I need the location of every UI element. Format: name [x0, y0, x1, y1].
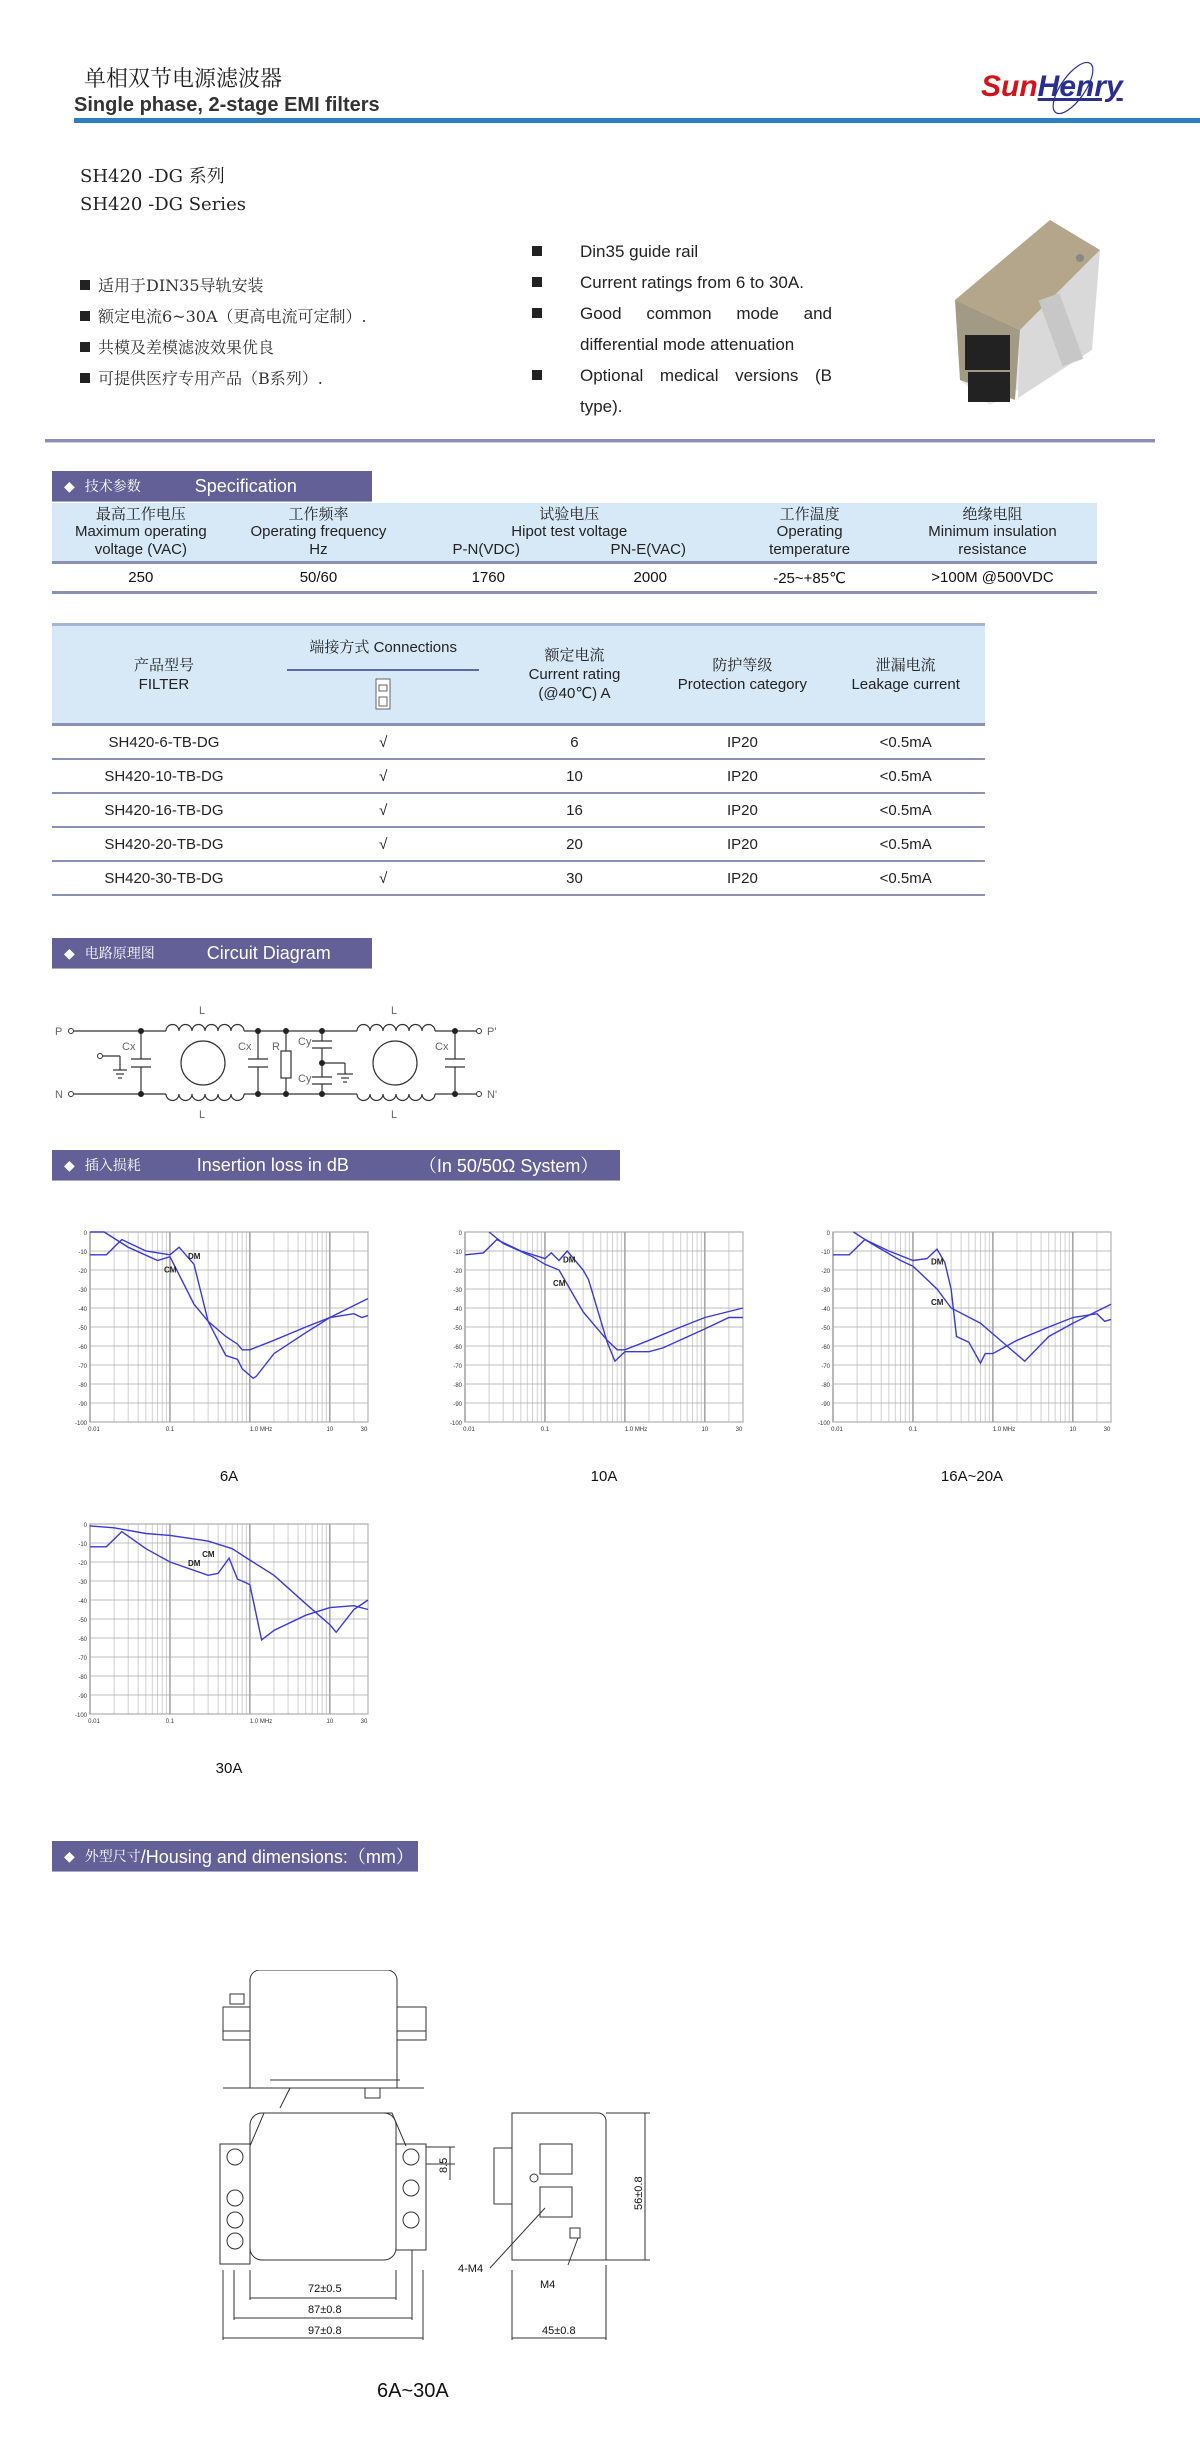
- circuit-label-cx: Cx: [435, 1041, 449, 1053]
- section-header-housing: ◆ 外型尺寸 /Housing and dimensions:（mm）: [52, 1841, 418, 1872]
- intro-separator: [45, 439, 1155, 443]
- y-tick-label: -30: [453, 1288, 462, 1294]
- y-tick-label: -70: [78, 1364, 87, 1370]
- x-tick-label: 0.01: [88, 1719, 100, 1725]
- insertion-loss-chart-30A: [62, 1520, 372, 1730]
- y-tick-label: -60: [453, 1345, 462, 1351]
- bullet-square-icon: [80, 280, 90, 290]
- spec-header-hipot: 试验电压 Hipot test voltage P-N(VDC) PN-E(VAC): [407, 503, 731, 563]
- y-tick-label: 0: [458, 1231, 462, 1237]
- insertion-loss-chart-16A20A: [805, 1228, 1115, 1438]
- bullet-square-icon: [532, 277, 542, 287]
- logo-henry: Henry: [1037, 70, 1123, 103]
- spec-value: 2000: [569, 563, 731, 593]
- circuit-label-cy: Cy: [298, 1073, 312, 1085]
- table-row: SH420-30-TB-DG √ 30 IP20 <0.5mA: [52, 861, 985, 895]
- circuit-label-n: N: [55, 1089, 63, 1101]
- spec-values-row: [52, 563, 1097, 593]
- series-title-cn: SH420 -DG 系列: [80, 166, 225, 187]
- circuit-label-r: R: [272, 1041, 280, 1053]
- feature-en-item: Good common mode and differential mode attenuation: [532, 298, 832, 360]
- models-header-protection: 防护等级 Protection category: [658, 625, 826, 725]
- insertion-loss-chart-10A: [437, 1228, 747, 1438]
- spec-header-temperature: 工作温度 Operating temperature: [731, 503, 888, 563]
- circuit-label-l: L: [391, 1005, 398, 1017]
- circuit-label-cx: Cx: [238, 1041, 252, 1053]
- series-label-dm: DM: [562, 1255, 576, 1265]
- series-label-cm: CM: [553, 1279, 566, 1288]
- x-tick-label: 1.0 MHz: [249, 1427, 273, 1433]
- table-row: SH420-6-TB-DG √ 6 IP20 <0.5mA: [52, 725, 985, 760]
- circuit-label-l: L: [199, 1109, 206, 1121]
- dimension-range-label: 6A~30A: [377, 2380, 449, 2402]
- bullet-square-icon: [532, 370, 542, 380]
- x-tick-label: 30: [360, 1719, 368, 1725]
- bullet-square-icon: [532, 246, 542, 256]
- dim-m4: M4: [540, 2279, 556, 2291]
- y-tick-label: -40: [78, 1599, 87, 1605]
- y-tick-label: -10: [78, 1250, 87, 1256]
- section-header-circuit: ◆ 电路原理图 Circuit Diagram: [52, 938, 372, 969]
- x-tick-label: 10: [1069, 1427, 1077, 1433]
- series-label-dm: DM: [187, 1251, 201, 1261]
- dim-8-5: 8.5: [438, 2157, 450, 2173]
- spec-header-insulation: 绝缘电阻 Minimum insulation resistance: [888, 503, 1097, 563]
- models-header-connections: 端接方式 Connections: [276, 625, 491, 725]
- feature-cn-item: 适用于DIN35导轨安装: [80, 273, 264, 296]
- circuit-label-cx: Cx: [122, 1041, 136, 1053]
- table-row: SH420-20-TB-DG √ 20 IP20 <0.5mA: [52, 827, 985, 861]
- table-row: SH420-16-TB-DG √ 16 IP20 <0.5mA: [52, 793, 985, 827]
- y-tick-label: -60: [78, 1345, 87, 1351]
- y-tick-label: -10: [821, 1250, 830, 1256]
- x-tick-label: 10: [326, 1427, 334, 1433]
- circuit-label-p: P: [55, 1026, 63, 1038]
- spec-value: 250: [52, 563, 230, 593]
- y-tick-label: -30: [78, 1580, 87, 1586]
- y-tick-label: -60: [821, 1345, 830, 1351]
- bullet-square-icon: [80, 373, 90, 383]
- feature-en-item: Optional medical versions (B type).: [532, 360, 832, 422]
- diamond-icon: ◆: [64, 477, 75, 494]
- circuit-label-n2: N': [487, 1089, 498, 1101]
- housing-drawing: [200, 1970, 680, 2350]
- y-tick-label: -50: [821, 1326, 830, 1332]
- dim-56: 56±0.8: [633, 2176, 645, 2210]
- diamond-icon: ◆: [64, 1156, 75, 1173]
- x-tick-label: 1.0 MHz: [992, 1427, 1016, 1433]
- dim-45: 45±0.8: [542, 2325, 576, 2337]
- section-header-spec: ◆ 技术参数 Specification: [52, 471, 372, 502]
- circuit-label-cy: Cy: [298, 1036, 312, 1048]
- y-tick-label: -10: [78, 1542, 87, 1548]
- spec-value: >100M @500VDC: [888, 563, 1097, 593]
- y-tick-label: -90: [821, 1402, 830, 1408]
- y-tick-label: -70: [78, 1656, 87, 1662]
- y-tick-label: 0: [83, 1231, 87, 1237]
- dim-87: 87±0.8: [308, 2304, 342, 2316]
- x-tick-label: 1.0 MHz: [624, 1427, 648, 1433]
- series-label-cm: CM: [931, 1298, 944, 1307]
- y-tick-label: -40: [78, 1307, 87, 1313]
- bullet-square-icon: [80, 342, 90, 352]
- diamond-icon: ◆: [64, 944, 75, 961]
- x-tick-label: 0.1: [908, 1427, 918, 1433]
- feature-en-list: [532, 236, 832, 422]
- dim-97: 97±0.8: [308, 2325, 342, 2337]
- y-tick-label: -60: [78, 1637, 87, 1643]
- y-tick-label: -80: [453, 1383, 462, 1389]
- x-tick-label: 30: [1103, 1427, 1111, 1433]
- chart-caption: 6A: [219, 1468, 239, 1485]
- y-tick-label: -40: [821, 1307, 830, 1313]
- y-tick-label: 0: [83, 1523, 87, 1529]
- y-tick-label: 0: [826, 1231, 830, 1237]
- y-tick-label: -80: [78, 1675, 87, 1681]
- bullet-square-icon: [532, 308, 542, 318]
- series-label-cm: CM: [163, 1265, 177, 1275]
- y-tick-label: -20: [453, 1269, 462, 1275]
- x-tick-label: 0.01: [831, 1427, 843, 1433]
- feature-en-item: Current ratings from 6 to 30A.: [532, 267, 832, 298]
- circuit-label-l: L: [391, 1109, 398, 1121]
- models-header-leakage: 泄漏电流 Leakage current: [826, 625, 985, 725]
- x-tick-label: 10: [326, 1719, 334, 1725]
- y-tick-label: -100: [74, 1421, 87, 1427]
- feature-cn-item: 额定电流6~30A（更高电流可定制）.: [80, 304, 367, 327]
- chart-caption: 16A~20A: [940, 1468, 1004, 1485]
- y-tick-label: -100: [449, 1421, 462, 1427]
- header-rule: [74, 118, 1200, 123]
- y-tick-label: -50: [453, 1326, 462, 1332]
- y-tick-label: -50: [78, 1326, 87, 1332]
- models-header-filter: 产品型号 FILTER: [52, 625, 276, 725]
- spec-table: [52, 503, 1097, 594]
- circuit-diagram: [55, 1000, 525, 1130]
- y-tick-label: -30: [821, 1288, 830, 1294]
- y-tick-label: -40: [453, 1307, 462, 1313]
- y-tick-label: -90: [78, 1402, 87, 1408]
- series-title-en: SH420 -DG Series: [80, 194, 246, 215]
- series-label-cm: CM: [202, 1550, 215, 1560]
- dim-72: 72±0.5: [308, 2283, 342, 2295]
- circuit-label-l: L: [199, 1005, 206, 1017]
- y-tick-label: -100: [817, 1421, 830, 1427]
- x-tick-label: 0.1: [540, 1427, 550, 1433]
- x-tick-label: 1.0 MHz: [249, 1719, 273, 1725]
- feature-en-item: Din35 guide rail: [532, 236, 832, 267]
- circuit-label-p2: P': [487, 1026, 497, 1038]
- insertion-loss-chart-6A: [62, 1228, 372, 1438]
- terminal-block-icon: [373, 677, 393, 711]
- y-tick-label: -20: [78, 1561, 87, 1567]
- y-tick-label: -30: [78, 1288, 87, 1294]
- y-tick-label: -100: [74, 1713, 87, 1719]
- y-tick-label: -80: [821, 1383, 830, 1389]
- feature-cn-item: 可提供医疗专用产品（B系列）.: [80, 366, 323, 389]
- series-label-dm: DM: [930, 1257, 944, 1267]
- y-tick-label: -80: [78, 1383, 87, 1389]
- series-label-dm: DM: [187, 1559, 201, 1568]
- x-tick-label: 0.1: [165, 1427, 175, 1433]
- models-table: [52, 623, 985, 896]
- x-tick-label: 0.01: [88, 1427, 100, 1433]
- spec-header-voltage: 最高工作电压 Maximum operating voltage (VAC): [52, 503, 230, 563]
- spec-value: 1760: [407, 563, 569, 593]
- y-tick-label: -70: [453, 1364, 462, 1370]
- x-tick-label: 30: [735, 1427, 743, 1433]
- spec-value: -25~+85℃: [731, 563, 888, 593]
- spec-header-frequency: 工作频率 Operating frequency Hz: [230, 503, 408, 563]
- y-tick-label: -90: [78, 1694, 87, 1700]
- chart-caption: 10A: [590, 1468, 618, 1485]
- section-header-insertion: ◆ 插入损耗 Insertion loss in dB （In 50/50Ω System）: [52, 1150, 620, 1181]
- diamond-icon: ◆: [64, 1847, 75, 1864]
- x-tick-label: 0.1: [165, 1719, 175, 1725]
- table-row: SH420-10-TB-DG √ 10 IP20 <0.5mA: [52, 759, 985, 793]
- page-title-cn: 单相双节电源滤波器: [84, 67, 283, 92]
- brand-logo: [975, 58, 1140, 118]
- y-tick-label: -10: [453, 1250, 462, 1256]
- spec-value: 50/60: [230, 563, 408, 593]
- product-photo: [900, 200, 1110, 420]
- y-tick-label: -20: [821, 1269, 830, 1275]
- bullet-square-icon: [80, 311, 90, 321]
- chart-caption: 30A: [215, 1760, 243, 1777]
- models-header-current: 额定电流 Current rating (@40℃) A: [490, 625, 658, 725]
- y-tick-label: -50: [78, 1618, 87, 1624]
- y-tick-label: -20: [78, 1269, 87, 1275]
- dim-4m4: 4-M4: [458, 2263, 484, 2275]
- logo-sun: Sun: [981, 70, 1038, 103]
- x-tick-label: 0.01: [463, 1427, 475, 1433]
- y-tick-label: -70: [821, 1364, 830, 1370]
- page-title-en: Single phase, 2-stage EMI filters: [74, 94, 380, 116]
- feature-cn-item: 共模及差模滤波效果优良: [80, 335, 274, 358]
- x-tick-label: 10: [701, 1427, 709, 1433]
- x-tick-label: 30: [360, 1427, 368, 1433]
- y-tick-label: -90: [453, 1402, 462, 1408]
